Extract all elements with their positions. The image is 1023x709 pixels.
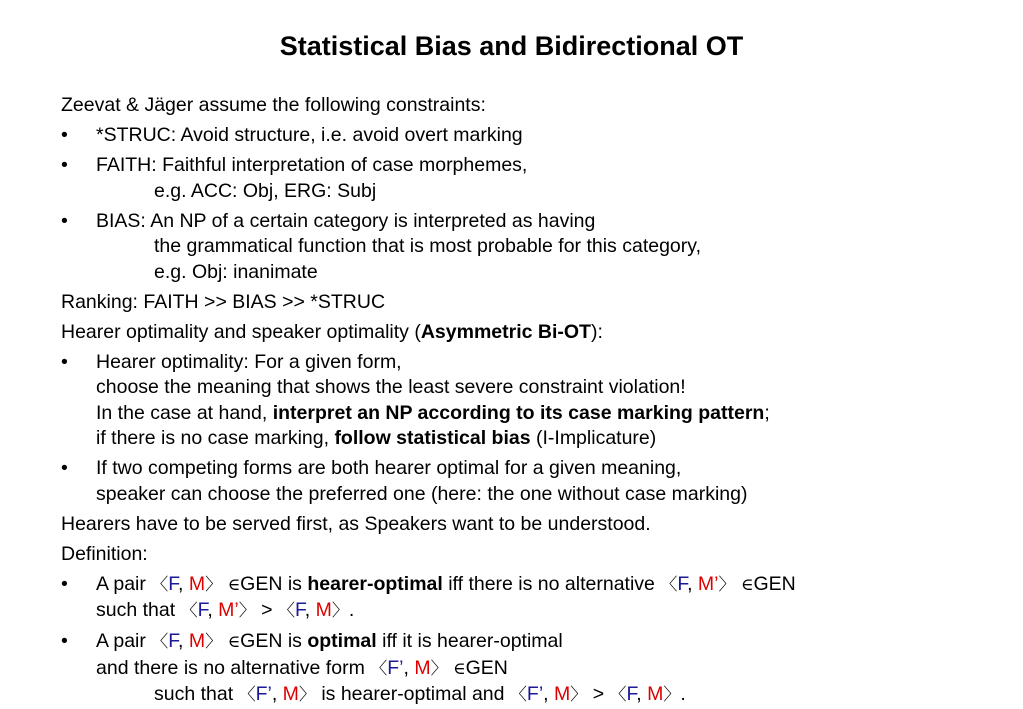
- def2-line-1: [96, 629, 796, 656]
- langle-symbol: 〈: [180, 601, 198, 621]
- hs-bold: Asymmetric Bi-OT: [420, 320, 591, 343]
- bullet-competing-forms: [61, 456, 796, 507]
- langle-symbol: 〈: [277, 601, 295, 621]
- rangle-symbol: 〉: [205, 574, 223, 595]
- var-F: F: [294, 599, 305, 621]
- bias-line-1: BIAS: An NP of a certain category is interpreted as having: [96, 209, 596, 232]
- langle-symbol: 〈: [609, 685, 627, 705]
- slide-title: Statistical Bias and Bidirectional OT: [279, 31, 744, 61]
- struc-text: *STRUC: Avoid structure, i.e. avoid overt marking: [96, 124, 523, 146]
- definition-label: Definition:: [61, 542, 148, 565]
- rangle-symbol: 〉: [331, 601, 349, 621]
- hearer-l3b: interpret an NP according to its case marking pattern: [272, 401, 765, 424]
- var-F-prime: F’: [526, 683, 544, 705]
- compete-line-2: speaker can choose the preferred one (here: the one without case marking): [96, 482, 748, 505]
- rangle-symbol: 〉: [663, 685, 681, 705]
- comma-symbol: ,: [178, 572, 184, 595]
- element-of-symbol: ∈: [453, 658, 466, 679]
- langle-symbol: 〈: [151, 574, 169, 595]
- langle-symbol: 〈: [238, 685, 256, 705]
- var-F-prime: F’: [387, 656, 404, 679]
- def1-line-1: [96, 572, 796, 599]
- intro-line: Zeevat & Jäger assume the following constraints:: [61, 94, 486, 116]
- hearer-line-1: Hearer optimality: For a given form,: [96, 350, 402, 373]
- bullet-dot: •: [61, 124, 68, 146]
- hs-post: ):: [590, 320, 603, 343]
- langle-symbol: 〈: [151, 632, 169, 652]
- greater-than-symbol: >: [592, 683, 605, 705]
- hs-pre: Hearer optimality and speaker optimality (: [61, 320, 421, 343]
- bullet-dot: •: [61, 209, 68, 232]
- comma-symbol: ,: [636, 683, 642, 705]
- rangle-symbol: 〉: [430, 658, 448, 679]
- hearer-line-4: [96, 426, 796, 452]
- def1-line-2: [96, 598, 796, 625]
- def1-gen: GEN: [753, 572, 796, 595]
- hearer-l4b: follow statistical bias: [334, 427, 531, 449]
- bullet-def-hearer-optimal: [61, 572, 796, 625]
- bullet-dot: •: [61, 630, 68, 652]
- var-M: M: [188, 630, 206, 652]
- bullet-faith: [61, 153, 796, 204]
- bullet-dot: •: [61, 154, 68, 176]
- def2-mid: is hearer-optimal and: [315, 683, 510, 705]
- faith-line-2: e.g. ACC: Obj, ERG: Subj: [154, 179, 377, 202]
- var-F-prime: F’: [255, 683, 272, 705]
- hearer-line-3: [96, 401, 796, 427]
- def2-line-2: [96, 656, 796, 683]
- rangle-symbol: 〉: [205, 632, 223, 652]
- var-M: M: [315, 599, 332, 621]
- rangle-symbol: 〉: [570, 685, 588, 705]
- hearer-line-2: choose the meaning that shows the least severe constraint violation!: [96, 376, 686, 398]
- langle-symbol: 〈: [660, 574, 678, 595]
- faith-line-1: FAITH: Faithful interpretation of case morphemes,: [96, 154, 528, 176]
- rangle-symbol: 〉: [238, 601, 256, 621]
- def2-iff: iff it is hearer-optimal: [376, 630, 563, 652]
- bias-line-3: e.g. Obj: inanimate: [154, 260, 318, 283]
- def2-and: and there is no alternative form: [96, 656, 371, 679]
- comma-symbol: ,: [178, 630, 184, 652]
- hearer-l4c: (I-Implicature): [530, 427, 657, 449]
- def2-a: A pair: [96, 630, 152, 652]
- hearer-l4a: if there is no case marking,: [96, 427, 335, 449]
- var-F: F: [626, 683, 637, 705]
- bullet-dot: •: [61, 350, 68, 373]
- var-M: M: [188, 572, 206, 595]
- compete-line-1: If two competing forms are both hearer optimal for a given meaning,: [96, 457, 682, 479]
- comma-symbol: ,: [304, 599, 311, 621]
- var-F: F: [168, 572, 179, 595]
- def2-gen: GEN: [465, 656, 508, 679]
- comma-symbol: ,: [687, 572, 693, 595]
- element-of-symbol: ∈: [227, 632, 241, 652]
- period-symbol: .: [348, 599, 355, 621]
- var-F: F: [197, 599, 208, 621]
- langle-symbol: 〈: [509, 685, 527, 705]
- def2-such: such that: [154, 683, 239, 705]
- var-M: M: [647, 683, 664, 705]
- hearer-l3a: In the case at hand,: [96, 401, 273, 424]
- var-F: F: [168, 630, 179, 652]
- langle-symbol: 〈: [370, 658, 388, 679]
- hearer-speaker-line: [61, 320, 796, 346]
- bullet-dot: •: [61, 457, 68, 479]
- hearers-first-line: Hearers have to be served first, as Speakers want to be understood.: [61, 512, 651, 535]
- ranking-line: Ranking: FAITH >> BIAS >> *STRUC: [61, 290, 386, 313]
- var-M: M: [554, 683, 571, 705]
- comma-symbol: ,: [271, 683, 278, 705]
- comma-symbol: ,: [403, 656, 409, 679]
- var-M: M: [414, 656, 431, 679]
- def1-such: such that: [96, 599, 181, 621]
- var-F: F: [677, 572, 688, 595]
- bullet-bias: [61, 209, 796, 286]
- hearer-l3c: ;: [764, 401, 770, 424]
- var-M: M: [282, 683, 299, 705]
- def1-a: A pair: [96, 572, 152, 595]
- var-M-prime: M’: [218, 599, 239, 621]
- def1-iff: iff there is no alternative: [442, 572, 661, 595]
- comma-symbol: ,: [207, 599, 213, 621]
- bullet-dot: •: [61, 572, 68, 595]
- greater-than-symbol: >: [261, 599, 273, 621]
- def2-bold: optimal: [307, 630, 377, 652]
- period-symbol: .: [680, 683, 686, 705]
- var-M-prime: M’: [697, 572, 719, 595]
- bullet-hearer-optimality: [61, 350, 796, 452]
- def1-bold: hearer-optimal: [307, 572, 443, 595]
- def2-line-3: [96, 682, 796, 709]
- element-of-symbol: ∈: [227, 574, 241, 595]
- def1-gen-is: GEN is: [240, 572, 308, 595]
- bias-line-2: the grammatical function that is most probable for this category,: [154, 235, 701, 257]
- def2-gen-is: GEN is: [240, 630, 308, 652]
- comma-symbol: ,: [543, 683, 549, 705]
- slide-body: [61, 93, 796, 709]
- rangle-symbol: 〉: [718, 574, 736, 595]
- bullet-struc: [61, 123, 796, 149]
- rangle-symbol: 〉: [298, 685, 316, 705]
- element-of-symbol: ∈: [740, 574, 754, 595]
- bullet-def-optimal: [61, 629, 796, 709]
